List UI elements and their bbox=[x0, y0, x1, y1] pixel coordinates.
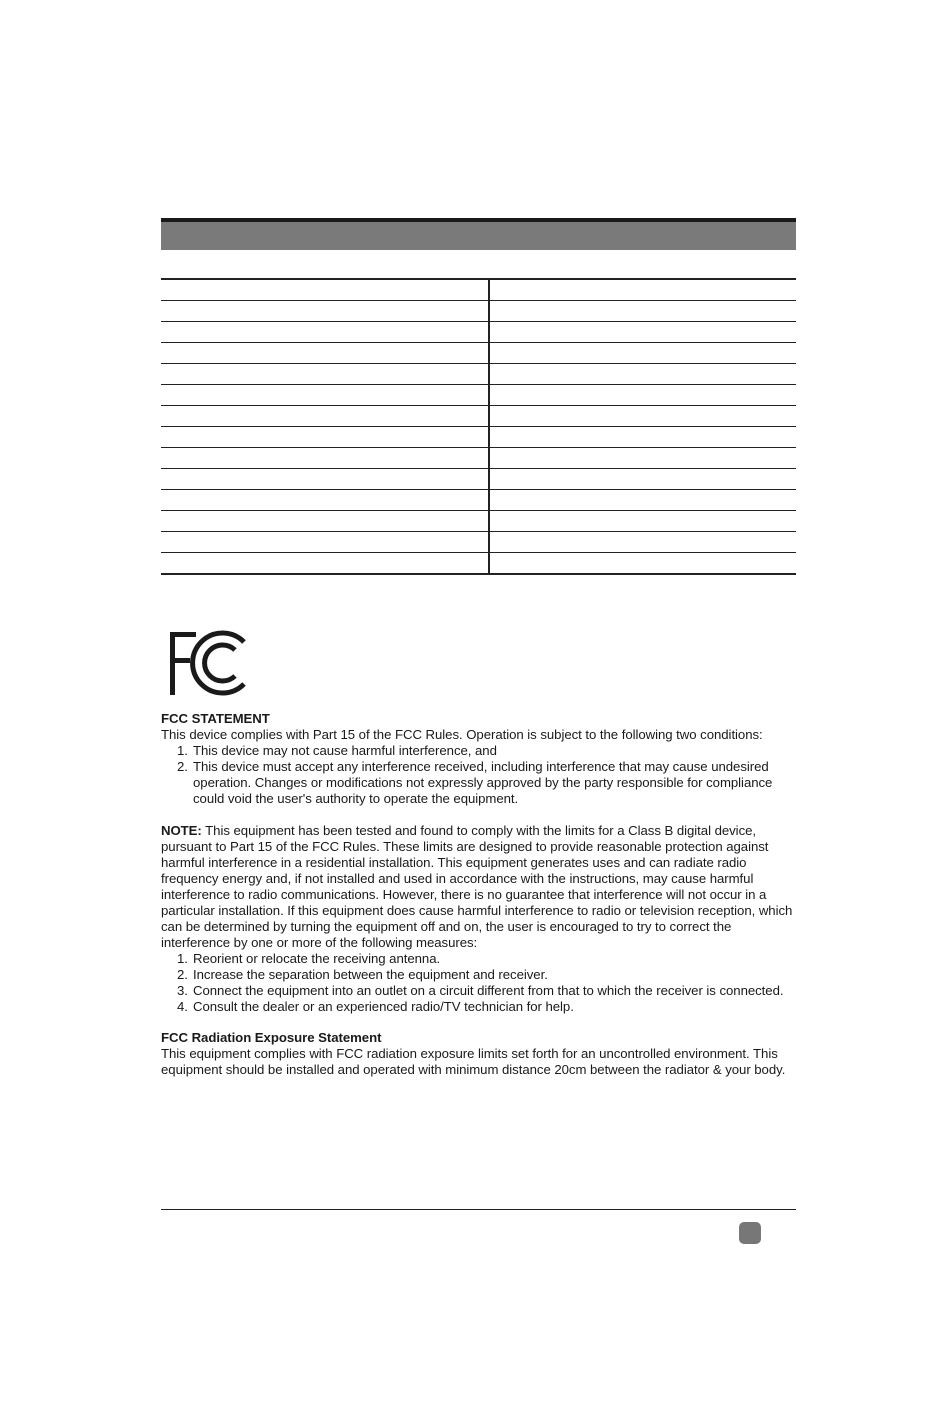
spec-label-cell bbox=[161, 448, 489, 469]
list-text: Increase the separation between the equipment and receiver. bbox=[193, 967, 548, 982]
note-body: This equipment has been tested and found to comply with the limits for a Class B digital device, pursuant to Part 15 of the FCC Rules. These limits are designed to provide reasonable protection against harmful interference in a residential installation. This equipment generates uses and can radiate radio frequency energy and, if not installed and used in accordance with the instructions, may cause harmful interference to radio communications. However, there is no guarantee that interference will not occur in a particular installation. If this equipment does cause harmful interference to radio or television reception, which can be determined by turning the equipment off and on, the user is encouraged to try to correct the interference by one or more of the following measures: bbox=[161, 823, 793, 950]
spec-label-cell bbox=[161, 553, 489, 575]
spec-label-cell bbox=[161, 511, 489, 532]
note-label: NOTE: bbox=[161, 823, 202, 838]
list-number: 1. bbox=[177, 951, 188, 966]
fcc-statement-intro: This device complies with Part 15 of the FCC Rules. Operation is subject to the following two conditions: bbox=[161, 727, 763, 742]
table-row bbox=[161, 511, 796, 532]
spec-value-cell bbox=[489, 406, 796, 427]
spec-value-cell bbox=[489, 301, 796, 322]
note-section bbox=[161, 823, 801, 1015]
spec-label-cell bbox=[161, 301, 489, 322]
section-header-bar bbox=[161, 218, 796, 250]
note-paragraph bbox=[161, 823, 801, 951]
spec-value-cell bbox=[489, 469, 796, 490]
spec-value-cell bbox=[489, 322, 796, 343]
spec-label-cell bbox=[161, 279, 489, 301]
list-text: This device must accept any interference received, including interference that may cause undesired operation. Changes or modifications not expressly approved by the party responsible for compliance could void the user's authority to operate the equipment. bbox=[193, 759, 773, 806]
list-number: 2. bbox=[177, 967, 188, 982]
fcc-statement-title: FCC STATEMENT bbox=[161, 711, 270, 726]
table-row bbox=[161, 553, 796, 575]
spec-value-cell bbox=[489, 427, 796, 448]
fcc-conditions-list bbox=[161, 743, 801, 807]
list-item bbox=[161, 743, 801, 759]
footer-rule bbox=[161, 1209, 796, 1210]
list-item bbox=[161, 983, 801, 999]
table-row bbox=[161, 427, 796, 448]
spec-label-cell bbox=[161, 490, 489, 511]
spec-value-cell bbox=[489, 343, 796, 364]
spec-table-body bbox=[161, 279, 796, 574]
radiation-title: FCC Radiation Exposure Statement bbox=[161, 1030, 382, 1045]
spec-label-cell bbox=[161, 385, 489, 406]
list-number: 1. bbox=[177, 743, 188, 758]
list-number: 2. bbox=[177, 759, 188, 774]
list-item bbox=[161, 999, 801, 1015]
spec-label-cell bbox=[161, 343, 489, 364]
spec-label-cell bbox=[161, 364, 489, 385]
spec-value-cell bbox=[489, 448, 796, 469]
spec-value-cell bbox=[489, 553, 796, 575]
spec-label-cell bbox=[161, 469, 489, 490]
table-row bbox=[161, 469, 796, 490]
table-row bbox=[161, 532, 796, 553]
table-row bbox=[161, 322, 796, 343]
spec-label-cell bbox=[161, 322, 489, 343]
table-row bbox=[161, 301, 796, 322]
list-item bbox=[161, 759, 801, 807]
spec-value-cell bbox=[489, 511, 796, 532]
table-row bbox=[161, 385, 796, 406]
spec-label-cell bbox=[161, 406, 489, 427]
spec-table bbox=[161, 278, 796, 575]
measures-list bbox=[161, 951, 801, 1015]
list-item bbox=[161, 967, 801, 983]
spec-value-cell bbox=[489, 490, 796, 511]
list-number: 3. bbox=[177, 983, 188, 998]
table-row bbox=[161, 490, 796, 511]
list-item bbox=[161, 951, 801, 967]
table-row bbox=[161, 279, 796, 301]
table-row bbox=[161, 343, 796, 364]
spec-value-cell bbox=[489, 279, 796, 301]
fcc-logo bbox=[167, 628, 249, 698]
table-row bbox=[161, 406, 796, 427]
page-number-badge bbox=[739, 1222, 761, 1244]
table-row bbox=[161, 448, 796, 469]
spec-value-cell bbox=[489, 532, 796, 553]
fcc-statement bbox=[161, 711, 801, 807]
spec-label-cell bbox=[161, 532, 489, 553]
spec-value-cell bbox=[489, 385, 796, 406]
table-row bbox=[161, 364, 796, 385]
list-text: Consult the dealer or an experienced radio/TV technician for help. bbox=[193, 999, 574, 1014]
list-number: 4. bbox=[177, 999, 188, 1014]
spec-value-cell bbox=[489, 364, 796, 385]
radiation-body: This equipment complies with FCC radiation exposure limits set forth for an uncontrolled environment. This equipment should be installed and operated with minimum distance 20cm between the radiator & your body. bbox=[161, 1046, 786, 1077]
list-text: Reorient or relocate the receiving antenna. bbox=[193, 951, 441, 966]
list-text: Connect the equipment into an outlet on a circuit different from that to which the receiver is connected. bbox=[193, 983, 784, 998]
spec-label-cell bbox=[161, 427, 489, 448]
radiation-section bbox=[161, 1030, 801, 1078]
list-text: This device may not cause harmful interference, and bbox=[193, 743, 497, 758]
